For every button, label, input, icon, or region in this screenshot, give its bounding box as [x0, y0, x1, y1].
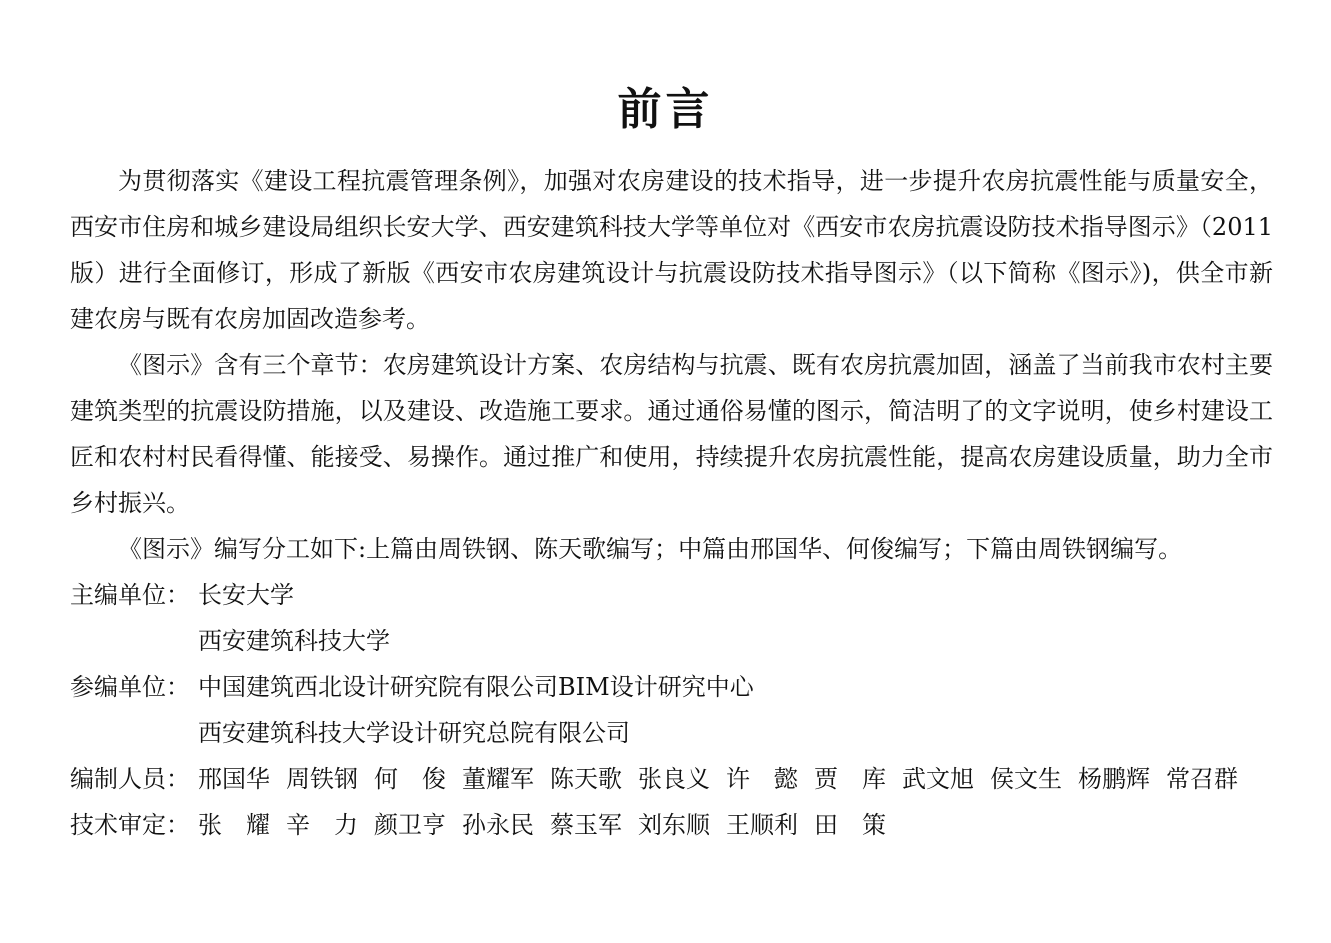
paragraph-division: 《图示》编写分工如下:上篇由周铁钢、陈天歌编写；中篇由邢国华、何俊编写；下篇由周铁钢编写。	[118, 535, 1183, 563]
editor-name: 杨鹏辉	[1078, 765, 1150, 793]
reviewer-name: 张 耀	[198, 811, 270, 839]
reviewer-name: 王顺利	[726, 811, 798, 839]
preface-body	[70, 158, 1273, 572]
reviewer-name: 辛 力	[286, 811, 358, 839]
credits-list	[70, 572, 1273, 848]
participating-unit: 中国建筑西北设计研究院有限公司BIM设计研究中心	[198, 673, 754, 701]
editor-name: 武文旭	[902, 765, 974, 793]
participating-unit: 西安建筑科技大学设计研究总院有限公司	[198, 719, 630, 747]
page-title: 前言	[617, 84, 714, 135]
participating-units-row-2	[70, 710, 1273, 756]
editor-name: 常召群	[1166, 765, 1238, 793]
reviewers-label: 技术审定：	[70, 811, 190, 839]
editor-name: 张良义	[638, 765, 710, 793]
chief-units-row-1	[70, 572, 1273, 618]
editor-name: 贾 库	[814, 765, 886, 793]
editor-name: 许 懿	[726, 765, 798, 793]
chief-units-row-2	[70, 618, 1273, 664]
editor-name: 侯文生	[990, 765, 1062, 793]
reviewer-name: 田 策	[814, 811, 886, 839]
paragraph-purpose: 为贯彻落实《建设工程抗震管理条例》，加强对农房建设的技术指导，进一步提升农房抗震性能与质量安全，西安市住房和城乡建设局组织长安大学、西安建筑科技大学等单位对《西安市农房抗震设防技术指导图示》（2011版）进行全面修订，形成了新版《西安市农房建筑设计与抗震设防技术指导图示》（以下简称《图示》)，供全市新建农房与既有农房加固改造参考。	[70, 167, 1273, 333]
editor-name: 周铁钢	[286, 765, 358, 793]
reviewer-name: 颜卫亨	[374, 811, 446, 839]
editor-name: 董耀军	[462, 765, 534, 793]
reviewers-row	[70, 802, 1273, 848]
paragraph-contents: 《图示》含有三个章节：农房建筑设计方案、农房结构与抗震、既有农房抗震加固，涵盖了当前我市农村主要建筑类型的抗震设防措施，以及建设、改造施工要求。通过通俗易懂的图示，简洁明了的文字说明，使乡村建设工匠和农村村民看得懂、能接受、易操作。通过推广和使用，持续提升农房抗震性能，提高农房建设质量，助力全市乡村振兴。	[70, 351, 1273, 517]
chief-unit: 西安建筑科技大学	[198, 627, 390, 655]
reviewer-name: 刘东顺	[638, 811, 710, 839]
editor-name: 邢国华	[198, 765, 270, 793]
chief-units-label: 主编单位：	[70, 581, 190, 609]
editor-name: 何 俊	[374, 765, 446, 793]
reviewer-name: 蔡玉军	[550, 811, 622, 839]
reviewers-names	[198, 802, 1273, 848]
editors-names	[198, 756, 1273, 802]
participating-units-row-1	[70, 664, 1273, 710]
participating-units-label: 参编单位：	[70, 673, 190, 701]
chief-unit: 长安大学	[198, 581, 294, 609]
editors-label: 编制人员：	[70, 765, 190, 793]
reviewer-name: 孙永民	[462, 811, 534, 839]
editor-name: 陈天歌	[550, 765, 622, 793]
editors-row	[70, 756, 1273, 802]
